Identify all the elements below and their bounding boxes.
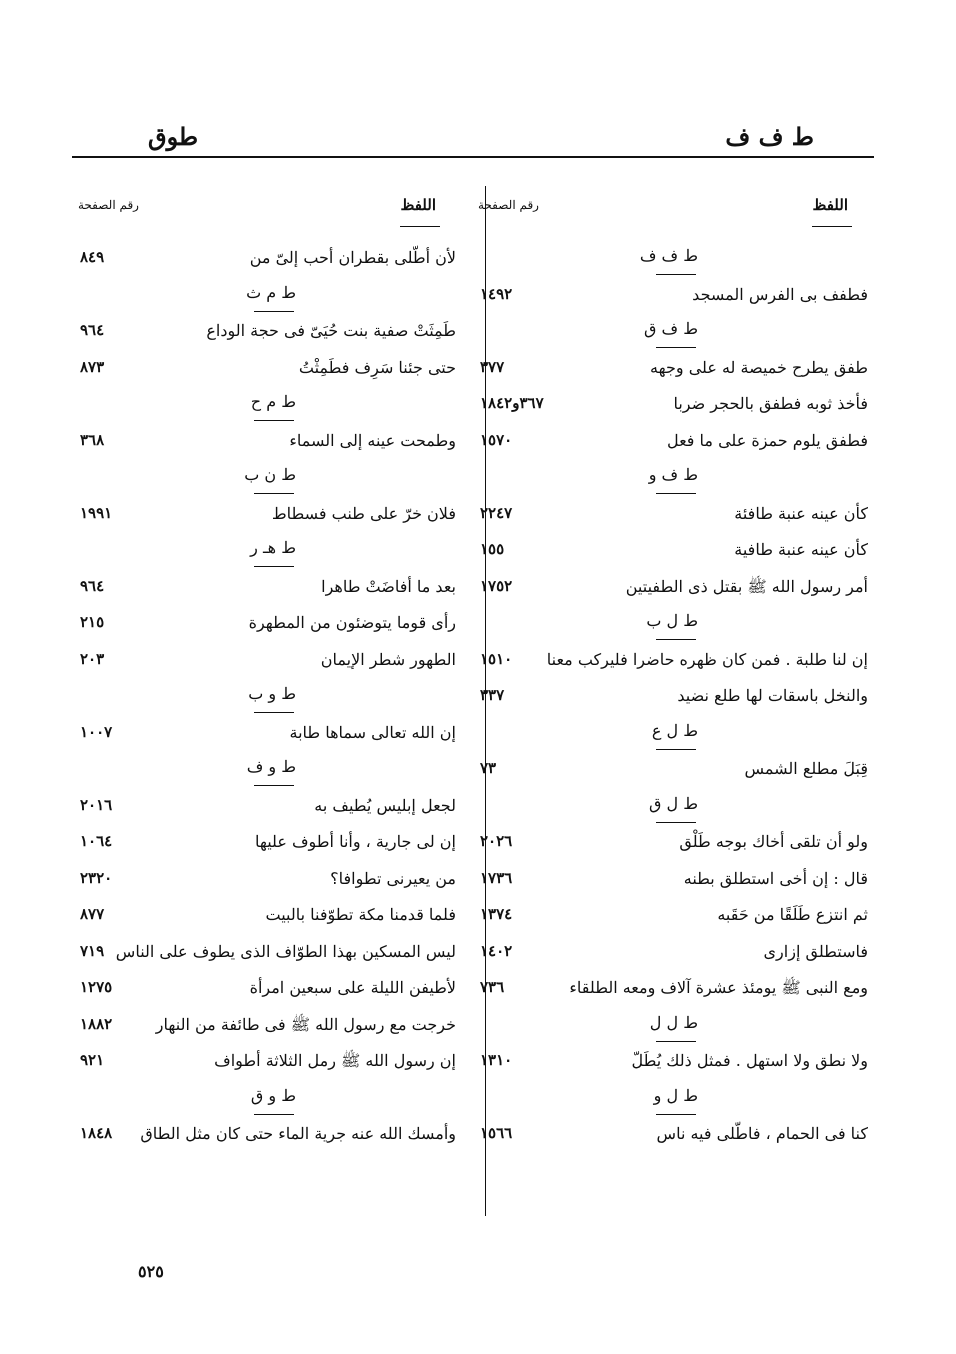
- root-underline: [656, 1114, 696, 1115]
- root-underline: [254, 420, 294, 421]
- root-underline: [254, 311, 294, 312]
- entry-phrase: فلان خرّ على طنب فسطاط: [271, 503, 456, 523]
- entry-phrase: وطمحت عينه إلى السماء: [289, 430, 456, 450]
- entry-page-ref: ١٥٥: [480, 540, 505, 558]
- entry-page-ref: ٣٣٧: [480, 686, 505, 704]
- index-entry: [478, 352, 868, 389]
- entry-page-ref: ٨٤٩: [80, 248, 105, 266]
- entry-phrase: لأن أطّلى بقطران أحب إلىّ من: [249, 248, 456, 267]
- index-entry: [478, 826, 868, 863]
- index-entry: [78, 1009, 456, 1046]
- entry-list: [478, 242, 868, 1155]
- entry-list: [78, 242, 456, 1155]
- root-letters: ط هـ ر: [250, 538, 296, 557]
- entry-phrase: ليس المسكين بهذا الطوّاف الذى يطوف على الناس: [115, 941, 456, 961]
- root-underline: [656, 1041, 696, 1042]
- root-letters: ط ل ل: [649, 1012, 698, 1032]
- root-heading: [78, 388, 456, 425]
- index-column-right: [478, 190, 868, 1155]
- entry-page-ref: ٢٠١٦: [80, 795, 113, 814]
- entry-page-ref: ١٥١٠: [480, 649, 513, 668]
- entry-page-ref: ١٧٣٦: [480, 868, 513, 887]
- index-entry: [78, 899, 456, 936]
- index-entry: [478, 863, 868, 900]
- index-entry: [78, 315, 456, 352]
- root-letters: ط ل و: [653, 1085, 698, 1105]
- entry-phrase: إن الله تعالى سماها طابة: [289, 722, 456, 742]
- entry-phrase: طفق يطرح خميصة له على وجهه: [650, 357, 868, 377]
- index-entry: [78, 936, 456, 973]
- entry-phrase: فلما قدمنا مكة تطوّفنا بالبيت: [265, 905, 456, 924]
- entry-phrase: ولا نطق ولا استهل . فمثل ذلك يُطَلّ: [631, 1051, 868, 1070]
- index-entry: [78, 826, 456, 863]
- index-entry: [478, 279, 868, 316]
- entry-phrase: لجعل إبليس يُطيف به: [314, 795, 456, 815]
- root-underline: [656, 749, 696, 750]
- entry-page-ref: ١٠٠٧: [80, 722, 113, 741]
- index-entry: [78, 242, 456, 279]
- entry-phrase: أمر رسول الله ﷺ بقتل ذى الطفيتين: [625, 576, 868, 596]
- entry-page-ref: ٧٣٦: [480, 978, 505, 996]
- root-heading: [478, 1009, 868, 1046]
- column-header: [478, 190, 868, 242]
- index-entry: [478, 388, 868, 425]
- root-underline: [656, 639, 696, 640]
- entry-phrase: رأى قوما يتوضئون من المطهرة: [248, 613, 456, 632]
- entry-phrase: فطفق يلوم حمزة على ما فعل: [666, 430, 868, 450]
- index-entry: [478, 1045, 868, 1082]
- entry-page-ref: ٢٢٤٧: [480, 503, 513, 522]
- entry-page-ref: ١٧٥٢: [480, 576, 513, 595]
- root-underline: [656, 274, 696, 275]
- root-letters: ط م ث: [246, 282, 296, 302]
- root-letters: ط م ح: [250, 392, 296, 411]
- entry-phrase: قال : إن أخى استطلق بطنه: [683, 868, 868, 888]
- entry-phrase: كأن عينه عنبة طافية: [734, 540, 868, 559]
- page-column-heading: رقم الصفحة: [78, 198, 139, 212]
- root-heading: [78, 461, 456, 498]
- root-underline: [254, 1114, 294, 1115]
- entry-phrase: حتى جئنا سَرِف فطَمِثْتُ: [298, 357, 456, 377]
- entry-phrase: إن لنا طلبة . فمن كان ظهره حاضرا فليركب معنا: [546, 649, 868, 669]
- entry-page-ref: ١٢٧٥: [80, 978, 113, 996]
- root-heading: [478, 315, 868, 352]
- word-column-heading: اللفظ: [400, 196, 436, 214]
- root-letters: ط و ف: [246, 757, 296, 776]
- root-underline: [254, 785, 294, 786]
- root-letters: ط ن ب: [244, 465, 296, 484]
- running-header-left: طوق: [148, 122, 199, 151]
- root-heading: [78, 279, 456, 316]
- root-heading: [78, 534, 456, 571]
- root-letters: ط ل ب: [646, 611, 698, 630]
- entry-phrase: فطفف بى الفرس المسجد: [692, 284, 868, 304]
- index-entry: [78, 644, 456, 681]
- entry-page-ref: ١٤٩٢: [480, 284, 513, 303]
- entry-phrase: ولو أن تلقى أخاك بوجه طَلْق: [679, 832, 868, 851]
- root-letters: ط ل ق: [648, 793, 698, 813]
- index-entry: [78, 863, 456, 900]
- root-heading: [478, 790, 868, 827]
- entry-phrase: فأخذ ثوبه فطفق بالحجر ضربا: [673, 394, 868, 413]
- heading-underline: [812, 226, 852, 227]
- root-letters: ط ف ق: [644, 319, 698, 338]
- page-number: ٥٢٥: [138, 1262, 164, 1281]
- index-entry: [78, 717, 456, 754]
- entry-page-ref: ٩٦٤: [80, 321, 105, 339]
- entry-page-ref: ٣٧٧: [480, 357, 505, 376]
- root-heading: [78, 753, 456, 790]
- entry-phrase: إن لى جارية ، وأنا أطوف عليها: [254, 832, 456, 851]
- entry-page-ref: ١٠٦٤: [80, 832, 113, 850]
- index-entry: [478, 899, 868, 936]
- index-entry: [478, 680, 868, 717]
- entry-page-ref: ٣٦٨: [80, 430, 105, 449]
- entry-page-ref: ١٤٠٢: [480, 941, 513, 960]
- entry-page-ref: ٩٢١: [80, 1051, 105, 1069]
- entry-page-ref: ١٣١٠: [480, 1051, 513, 1069]
- root-heading: [478, 242, 868, 279]
- entry-phrase: كنا فى الحمام ، فاطّلى فيه ناس: [656, 1124, 868, 1143]
- entry-phrase: ثم انتزع طَلَقًا من حَقَبه: [717, 905, 868, 924]
- entry-page-ref: ١٣٧٤: [480, 905, 513, 923]
- entry-phrase: كأن عينه عنبة طافئة: [734, 503, 868, 523]
- root-heading: [478, 607, 868, 644]
- index-entry: [478, 425, 868, 462]
- entry-page-ref: ٧٣: [480, 759, 497, 777]
- index-entry: [478, 498, 868, 535]
- column-header: [78, 190, 456, 242]
- index-entry: [478, 972, 868, 1009]
- index-entry: [478, 534, 868, 571]
- index-column-left: [78, 190, 456, 1155]
- root-heading: [78, 1082, 456, 1119]
- entry-page-ref: ٧١٩: [80, 941, 105, 960]
- index-entry: [78, 498, 456, 535]
- root-heading: [78, 680, 456, 717]
- index-entry: [78, 1045, 456, 1082]
- entry-page-ref: ٨٧٣: [80, 357, 105, 376]
- index-entry: [478, 753, 868, 790]
- entry-page-ref: ٢٠٢٦: [480, 832, 513, 850]
- entry-page-ref: ١٨٤٨: [80, 1124, 113, 1142]
- entry-phrase: خرجت مع رسول الله ﷺ فى طائفة من النهار: [155, 1014, 456, 1034]
- root-letters: ط و ب: [248, 684, 296, 703]
- index-entry: [478, 571, 868, 608]
- root-letters: ط و ق: [250, 1085, 296, 1105]
- entry-page-ref: ٨٧٧: [80, 905, 105, 923]
- word-column-heading: اللفظ: [812, 196, 848, 214]
- index-entry: [78, 571, 456, 608]
- root-heading: [478, 1082, 868, 1119]
- entry-page-ref: ١٥٦٦: [480, 1124, 513, 1142]
- index-entry: [78, 1118, 456, 1155]
- entry-phrase: وأمسك الله عنه جرية الماء حتى كان مثل الطاق: [140, 1124, 456, 1143]
- entry-page-ref: ١٥٧٠: [480, 430, 513, 449]
- index-entry: [478, 644, 868, 681]
- index-entry: [78, 352, 456, 389]
- root-underline: [254, 712, 294, 713]
- root-heading: [478, 461, 868, 498]
- index-entry: [78, 607, 456, 644]
- entry-phrase: الطهور شطر الإيمان: [320, 649, 456, 669]
- entry-phrase: إن رسول الله ﷺ رمل الثلاثة أطواف: [214, 1051, 456, 1070]
- root-letters: ط ف ف: [639, 246, 698, 265]
- entry-phrase: والنخل باسقات لها طلع نضيد: [677, 686, 868, 705]
- index-entry: [478, 1118, 868, 1155]
- root-letters: ط ف و: [648, 465, 698, 484]
- root-underline: [656, 347, 696, 348]
- entry-phrase: ومع النبى ﷺ يومئذ عشرة آلاف ومعه الطلقاء: [569, 978, 868, 997]
- index-entry: [478, 936, 868, 973]
- entry-phrase: قِبَلَ مطلع الشمس: [744, 759, 868, 778]
- entry-page-ref: ٣٦٧و١٨٤٢: [480, 394, 544, 412]
- entry-phrase: من يعيرنى تطوافا؟: [330, 868, 456, 888]
- header-rule: [72, 156, 874, 158]
- root-underline: [656, 822, 696, 823]
- running-header-right: ط ف ف: [725, 122, 814, 151]
- index-entry: [78, 972, 456, 1009]
- index-entry: [78, 790, 456, 827]
- entry-phrase: بعد ما أفاضَتْ طاهرا: [321, 576, 456, 596]
- root-underline: [254, 566, 294, 567]
- entry-page-ref: ١٨٨٢: [80, 1014, 113, 1033]
- page-column-heading: رقم الصفحة: [478, 198, 539, 212]
- entry-page-ref: ١٩٩١: [80, 503, 113, 522]
- index-entry: [78, 425, 456, 462]
- entry-page-ref: ٩٦٤: [80, 576, 105, 595]
- entry-page-ref: ٢٠٣: [80, 649, 105, 668]
- heading-underline: [400, 226, 440, 227]
- entry-phrase: لأطيفن الليلة على سبعين امرأة: [249, 978, 456, 997]
- entry-page-ref: ٢٣٢٠: [80, 868, 113, 887]
- root-underline: [254, 493, 294, 494]
- entry-phrase: طَمِثَتْ صفية بنت حُيَىّ فى حجة الوداع: [206, 321, 456, 340]
- root-underline: [656, 493, 696, 494]
- entry-page-ref: ٢١٥: [80, 613, 105, 631]
- root-heading: [478, 717, 868, 754]
- entry-phrase: فاستطلق إزارى: [763, 941, 868, 961]
- root-letters: ط ل ع: [651, 720, 698, 740]
